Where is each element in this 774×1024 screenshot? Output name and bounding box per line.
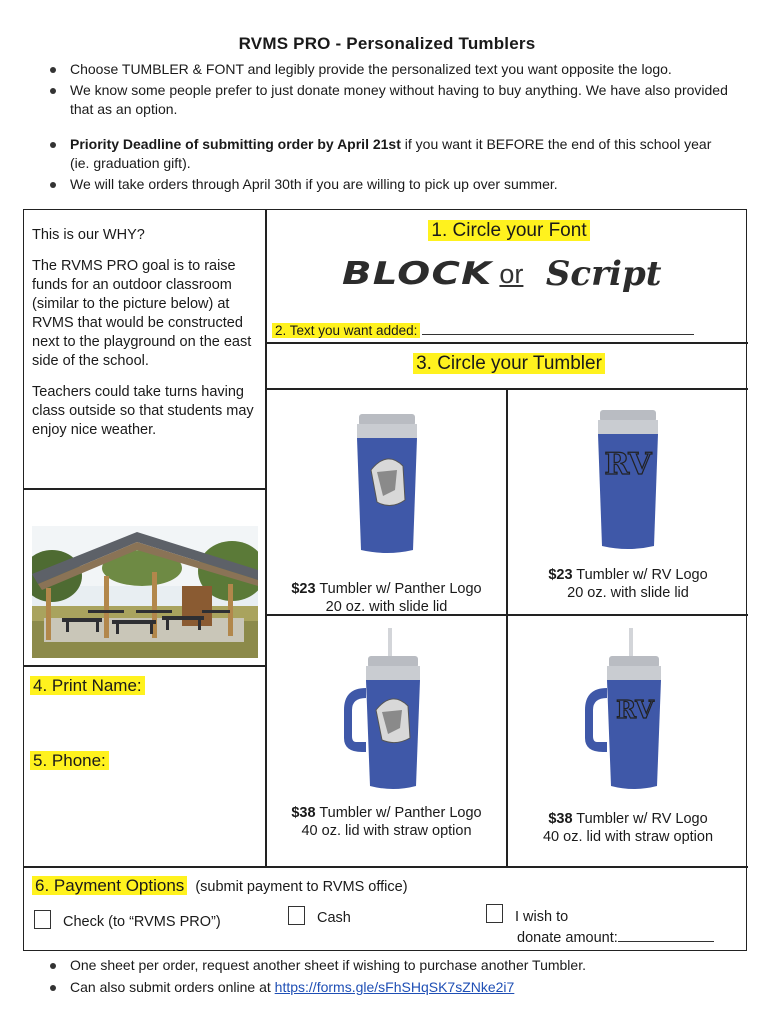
why-section [32,226,264,452]
font-options [270,254,748,302]
tumbler-40oz-rv-image [573,626,683,804]
text-added-field[interactable] [272,322,694,338]
deadline-rest: if you want it BEFORE the end of this school year (ie. graduation gift). [70,136,712,171]
why-paragraph-2: Teachers could take turns having class outside so that students may enjoy nice weather. [32,384,254,438]
payment-note: (submit payment to RVMS office) [195,879,408,895]
footer-item-online [48,978,728,997]
tumbler-2-price: $23 [548,567,573,583]
payment-option-check[interactable] [34,910,221,930]
tumbler-option-2[interactable] [508,406,748,602]
tumbler-1-name: Tumbler w/ Panther Logo [319,581,482,597]
tumbler-1-detail: 20 oz. with slide lid [325,599,448,615]
instructions-list [48,60,728,196]
payment-check-label: Check (to “RVMS PRO”) [63,914,221,930]
tumbler-20oz-rv-image [588,406,668,556]
phone-field[interactable] [30,751,109,771]
payment-section [32,876,408,896]
tumbler-20oz-panther-image [347,410,427,560]
checkbox-check[interactable] [34,910,51,929]
instruction-item-deadline [48,135,728,173]
online-form-link[interactable]: https://forms.gle/sFhSHqSK7sZNke2i7 [274,979,515,995]
text-added-label: 2. Text you want added: [272,323,420,338]
deadline-bold: Priority Deadline of submitting order by April 21st [70,136,401,152]
tumbler-option-1[interactable] [267,410,506,616]
why-paragraph-1: The RVMS PRO goal is to raise funds for an outdoor classroom (similar to the picture below) at RVMS that would be constructed next to the playground on the east side of the school. [32,258,252,369]
why-heading: This is our WHY? [32,227,145,243]
divider [265,342,748,344]
tumbler-heading: 3. Circle your Tumbler [270,353,748,375]
donate-amount-line[interactable] [618,929,714,942]
tumbler-2-detail: 20 oz. with slide lid [567,585,689,601]
payment-option-donate[interactable] [486,904,714,949]
instruction-item: We know some people prefer to just donate money without having to buy anything. We have also provided that as an option. [48,81,728,119]
footer-list [48,956,728,1000]
tumbler-4-price: $38 [548,811,573,827]
donate-label-1: I wish to [515,909,569,925]
text-added-line[interactable] [422,322,694,335]
print-name-field[interactable] [30,676,145,696]
checkbox-cash[interactable] [288,906,305,925]
pavilion-photo [32,526,258,658]
divider [24,866,748,868]
font-option-script[interactable]: Script [545,254,662,294]
tumbler-option-4[interactable] [508,626,748,846]
print-name-label: 4. Print Name: [30,676,145,695]
divider [265,388,748,390]
online-prefix: Can also submit orders online at [70,979,275,995]
tumbler-1-price: $23 [291,581,316,597]
phone-label: 5. Phone: [30,751,109,770]
payment-cash-label: Cash [317,910,351,926]
instruction-item: Choose TUMBLER & FONT and legibly provide the personalized text you want opposite the logo. [48,60,728,79]
tumbler-4-detail: 40 oz. lid with straw option [542,829,714,845]
order-form [23,209,747,951]
donate-label-2: donate amount: [517,930,618,946]
tumbler-4-name: Tumbler w/ RV Logo [576,811,708,827]
divider [24,665,265,667]
rv-logo: RV [604,447,652,482]
payment-option-cash[interactable] [288,906,351,926]
payment-heading: 6. Payment Options [32,876,187,895]
instruction-item: We will take orders through April 30th if you are willing to pick up over summer. [48,175,728,194]
checkbox-donate[interactable] [486,904,503,923]
font-or: or [499,258,524,289]
divider [24,488,265,490]
font-option-block[interactable]: BLOCK [341,256,493,292]
tumbler-3-detail: 40 oz. lid with straw option [301,823,472,839]
font-heading: 1. Circle your Font [270,220,748,242]
rv-logo: RV [616,695,654,724]
tumbler-3-price: $38 [291,805,316,821]
tumbler-3-name: Tumbler w/ Panther Logo [319,805,482,821]
tumbler-40oz-panther-image [332,626,442,804]
page-title: RVMS PRO - Personalized Tumblers [238,34,536,53]
tumbler-2-name: Tumbler w/ RV Logo [576,567,708,583]
tumbler-option-3[interactable] [267,626,506,840]
footer-item: One sheet per order, request another sheet if wishing to purchase another Tumbler. [48,956,728,975]
